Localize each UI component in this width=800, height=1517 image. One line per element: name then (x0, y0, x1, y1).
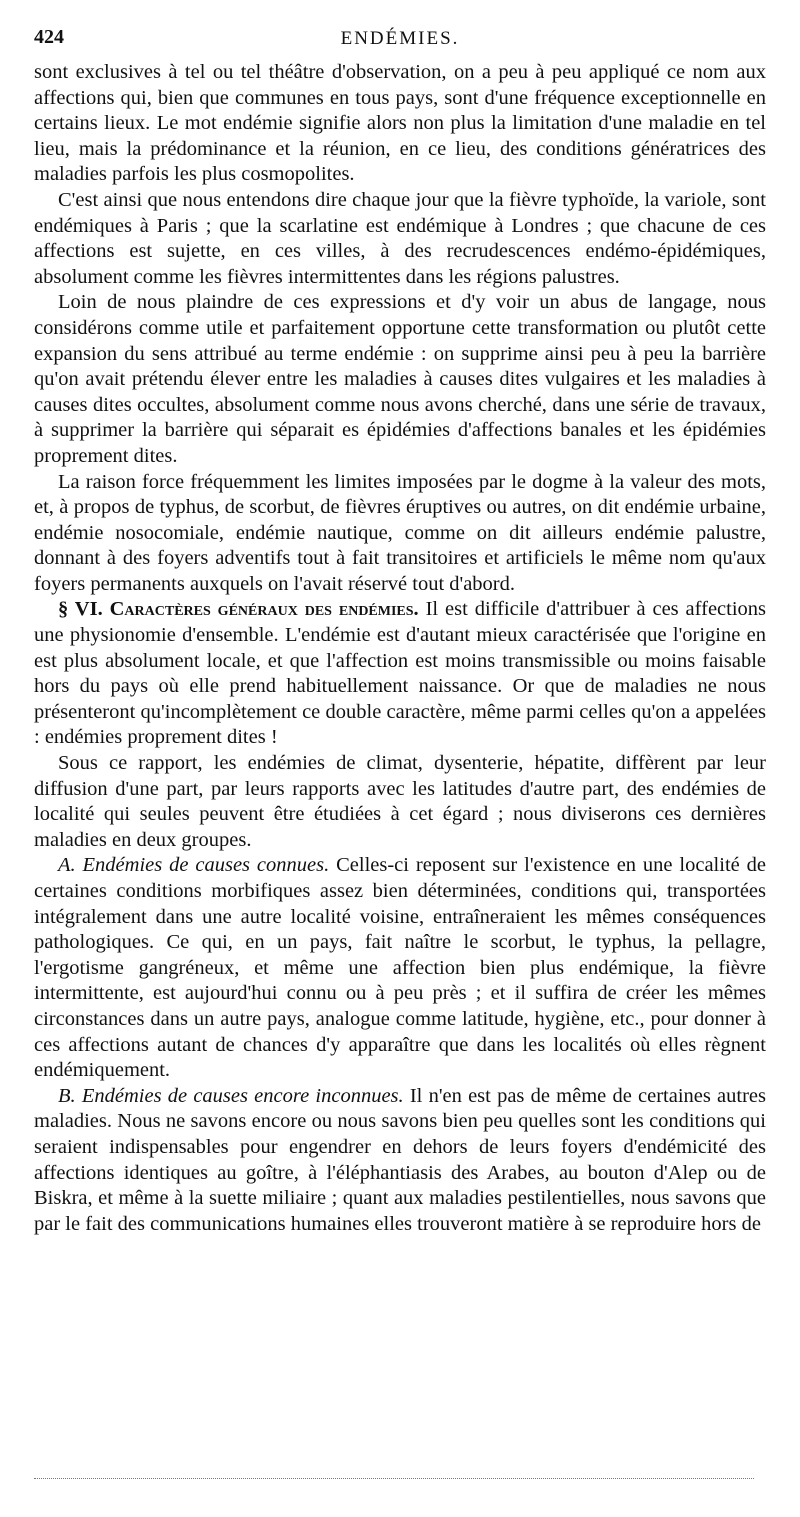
paragraph: La raison force fréquemment les limites imposées par le dogme à la valeur des mots, et, à propos de typhus, de scorbut, de fièvres éruptives ou autres, on dit endémie urbaine, endémie nosocomiale, endémie nautique, comme on dit ailleurs endémie palustre, donnant à des foyers adventifs tout à fait transitoires et artificiels le même nom qu'aux foyers permanents auxquels on l'avait réservé tout d'abord. (34, 470, 766, 595)
paragraph: Sous ce rapport, les endémies de climat, dysenterie, hépatite, diffèrent par leur diffusion d'une part, par leurs rapports avec les latitudes d'autre part, des endémies de localité qui seules peuvent être étudiées à cet égard ; nous diviserons ces dernières maladies en deux groupes. (34, 752, 766, 851)
paragraph-text: Celles-ci reposent sur l'existence en une localité de certaines conditions morbifiques assez bien déterminées, conditions qui, transportées intégralement dans une autre localité voisine, entraîneraient les mêmes conséquences pathologiques. Ce qui, en un pays, fait naître le scorbut, le typhus, la pellagre, l'ergotisme gangréneux, et même une affection bien plus endémique, la fièvre intermittente, est aujourd'hui connu ou à peu près ; et il suffira de créer les mêmes circonstances dans un autre pays, analogue comme latitude, hygiène, etc., pour donner à ces affections autant de chances d'y apparaître que dans les localités où elles règnent endémiquement. (34, 854, 766, 1082)
subsection-paragraph (34, 853, 766, 1083)
subsection-heading: A. Endémies de causes connues. (58, 854, 330, 877)
paragraph-text: Il est difficile d'attribuer à ces affections une physionomie d'ensemble. L'endémie est d'autant mieux caractérisée que l'origine en est plus absolument locale, et que l'affection est moins transmissible ou moins faisable hors du pays où elle prend habituellement naissance. Or que de maladies ne nous présenteront qu'incomplètement ce double caractère, même parmi celles qu'on a appelées : endémies proprement dites ! (34, 598, 767, 749)
page-header (34, 26, 766, 60)
paragraph-continuation: sont exclusives à tel ou tel théâtre d'observation, on a peu à peu appliqué ce nom aux affections qui, bien que communes en tous pays, sont d'une fréquence exceptionnelle en certains lieux. Le mot endémie signifie alors non plus la limitation d'une maladie en tel lieu, mais la prédominance et la réunion, en ce lieu, des conditions génératrices des maladies parfois les plus cosmopolites. (34, 61, 766, 186)
body-text (34, 60, 766, 1237)
book-page (34, 26, 766, 1237)
subsection-paragraph (34, 1084, 766, 1238)
paragraph: C'est ainsi que nous entendons dire chaque jour que la fièvre typhoïde, la variole, sont endémiques à Paris ; que la scarlatine est endémique à Londres ; que chacune de ces affections est sujette, en ces villes, à des recrudescences endémo-épidémiques, absolument comme les fièvres intermittentes dans les régions palustres. (34, 188, 766, 288)
section-paragraph (34, 597, 766, 751)
paragraph-text: Il n'en est pas de même de certaines autres maladies. Nous ne savons encore ou nous savons bien peu quelles sont les conditions qui seraient indispensables pour engendrer en dehors de leurs foyers d'endémicité des affections identiques au goître, à l'éléphantiasis des Arabes, au bouton d'Alep ou de Biskra, et même à la suette miliaire ; quant aux maladies pestilentielles, nous savons que par le fait des communications humaines elles trouveront matière à se reproduire hors de (34, 1084, 767, 1235)
section-heading: § VI. Caractères généraux des endémies. (58, 598, 419, 621)
paragraph: Loin de nous plaindre de ces expressions et d'y voir un abus de langage, nous considérons comme utile et parfaitement opportune cette transformation ou plutôt cette expansion du sens attribué au terme endémie : on supprime ainsi peu à peu la barrière qu'on avait prétendu élever entre les maladies à causes dites vulgaires et les maladies à causes dites occultes, absolument comme nous avons cherché, dans une série de travaux, à supprimer la barrière qui séparait es épidémies d'affections banales et les épidémies proprement dites. (34, 291, 766, 467)
running-title: ENDÉMIES. (340, 28, 460, 49)
page-number: 424 (34, 26, 64, 48)
subsection-heading: B. Endémies de causes encore inconnues. (58, 1084, 404, 1107)
footer-dotted-rule (34, 1478, 754, 1479)
